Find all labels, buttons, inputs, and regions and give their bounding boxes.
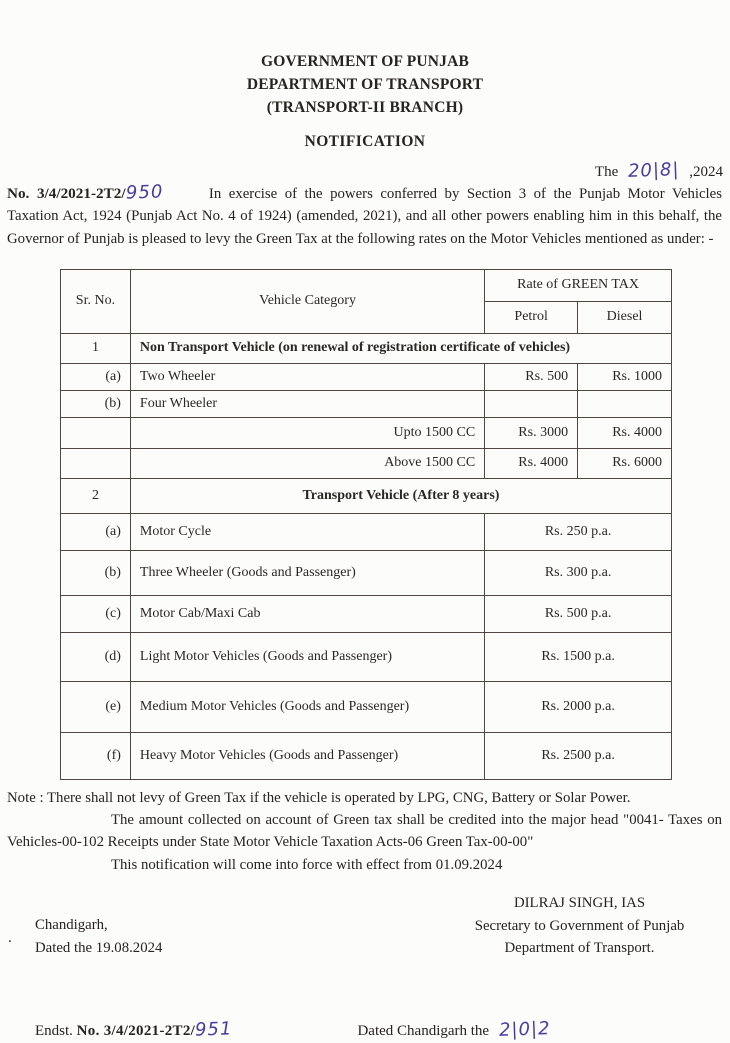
row-category: Three Wheeler (Goods and Passenger)	[130, 550, 484, 595]
letterhead	[0, 0, 730, 119]
note-lpg-cng: Note : There shall not levy of Green Tax if the vehicle is operated by LPG, CNG, Battery or Solar Power.	[7, 789, 631, 806]
row-category: Above 1500 CC	[130, 448, 484, 478]
row-sr: (a)	[61, 513, 131, 550]
row-rate: Rs. 1500 p.a.	[485, 632, 672, 681]
row-rate: Rs. 2500 p.a.	[485, 732, 672, 779]
row-sr: (a)	[61, 363, 131, 390]
table-row	[61, 363, 672, 390]
endst-handwritten-number: 951	[194, 1018, 233, 1041]
table-row	[61, 732, 672, 779]
row-category: Heavy Motor Vehicles (Goods and Passenger)	[130, 732, 484, 779]
header-diesel: Diesel	[578, 301, 672, 333]
signatory-title-1: Secretary to Government of Punjab	[474, 917, 685, 934]
row-category: Light Motor Vehicles (Goods and Passenger)	[130, 632, 484, 681]
endorsement-date	[357, 1019, 556, 1040]
table-row	[61, 390, 672, 417]
header-vehicle-category: Vehicle Category	[130, 269, 484, 333]
row-sr: (b)	[61, 390, 131, 417]
row-sr: (f)	[61, 732, 131, 779]
row-diesel-rate: Rs. 6000	[578, 448, 672, 478]
notification-title: NOTIFICATION	[304, 133, 426, 150]
table-row	[61, 632, 672, 681]
endst-prefix: Endst.	[35, 1023, 73, 1039]
handwritten-reference-number: 950	[125, 181, 164, 204]
date-prefix: The	[594, 164, 619, 180]
header-petrol: Petrol	[485, 301, 578, 333]
section2-title: Transport Vehicle (After 8 years)	[130, 478, 671, 513]
date-year: ,2024	[689, 164, 723, 180]
section2-title-row	[61, 478, 672, 513]
table-row	[61, 513, 672, 550]
row-petrol-rate: Rs. 500	[485, 363, 578, 390]
section1-sr: 1	[61, 333, 131, 363]
row-petrol-rate: Rs. 3000	[485, 417, 578, 448]
dept-name: DEPARTMENT OF TRANSPORT	[246, 76, 484, 93]
header-sr-no: Sr. No.	[61, 269, 131, 333]
table-row	[61, 417, 672, 448]
section1-title: Non Transport Vehicle (on renewal of registration certificate of vehicles)	[130, 333, 671, 363]
table-row	[61, 448, 672, 478]
signatory-title-2: Department of Transport.	[504, 940, 655, 957]
date-line	[0, 160, 730, 181]
row-rate: Rs. 500 p.a.	[485, 595, 672, 632]
row-category: Motor Cycle	[130, 513, 484, 550]
note-effective-date: This notification will come into force with effect from 01.09.2024	[111, 856, 503, 873]
endst-date-text: Dated Chandigarh the	[357, 1023, 490, 1039]
row-category: Medium Motor Vehicles (Goods and Passenger)	[130, 681, 484, 732]
row-sr	[61, 448, 131, 478]
endorsement-line	[0, 1019, 730, 1040]
row-diesel-rate: Rs. 4000	[578, 417, 672, 448]
endorsement-number	[35, 1019, 232, 1040]
section1-title-row	[61, 333, 672, 363]
signatory-block	[437, 892, 722, 960]
row-sr: (b)	[61, 550, 131, 595]
row-category: Four Wheeler	[130, 390, 484, 417]
branch-name: (TRANSPORT-II BRANCH)	[266, 99, 464, 116]
stray-scan-mark: .	[8, 930, 12, 946]
row-diesel-rate: Rs. 1000	[578, 363, 672, 390]
org-name: GOVERNMENT OF PUNJAB	[260, 53, 470, 70]
row-diesel-rate	[578, 390, 672, 417]
signature-place: Chandigarh,	[35, 917, 108, 934]
row-sr: (e)	[61, 681, 131, 732]
endst-printed-number: No. 3/4/2021-2T2/	[76, 1023, 196, 1039]
row-rate: Rs. 250 p.a.	[485, 513, 672, 550]
row-sr	[61, 417, 131, 448]
row-category: Two Wheeler	[130, 363, 484, 390]
note-major-head: The amount collected on account of Green tax shall be credited into the major head "0041- Taxes on Vehicles-00-102 Receipts under State Motor Vehicle Taxation Acts-06 Green Tax-00-00"	[7, 812, 722, 851]
signatory-name: DILRAJ SINGH, IAS	[513, 895, 646, 912]
table-row	[61, 595, 672, 632]
signature-date: Dated the 19.08.2024	[35, 939, 163, 956]
row-petrol-rate	[485, 390, 578, 417]
place-date-block	[35, 892, 162, 960]
row-category: Upto 1500 CC	[130, 417, 484, 448]
row-sr: (d)	[61, 632, 131, 681]
green-tax-table	[60, 269, 672, 780]
table-header-row-1	[61, 269, 672, 301]
row-sr: (c)	[61, 595, 131, 632]
intro-paragraph	[7, 182, 722, 250]
endst-handwritten-date: 2|0|2	[498, 1018, 551, 1041]
handwritten-date: 20|8|	[627, 159, 680, 182]
row-petrol-rate: Rs. 4000	[485, 448, 578, 478]
row-rate: Rs. 300 p.a.	[485, 550, 672, 595]
table-row	[61, 550, 672, 595]
header-rate-group: Rate of GREEN TAX	[485, 269, 672, 301]
signature-block	[35, 892, 722, 960]
row-rate: Rs. 2000 p.a.	[485, 681, 672, 732]
intro-text: In exercise of the powers conferred by Section 3 of the Punjab Motor Vehicles Taxation Act, 1924 (Punjab Act No. 4 of 1924) (amended, 2021), and all other powers enabling him in this behalf, the Governor of Punjab is pleased to levy the Green Tax at the following rates on the Motor Vehicles mentioned as under: -	[7, 186, 722, 247]
section2-sr: 2	[61, 478, 131, 513]
table-row	[61, 681, 672, 732]
row-category: Motor Cab/Maxi Cab	[130, 595, 484, 632]
reference-number: No. 3/4/2021-2T2/	[7, 185, 126, 202]
